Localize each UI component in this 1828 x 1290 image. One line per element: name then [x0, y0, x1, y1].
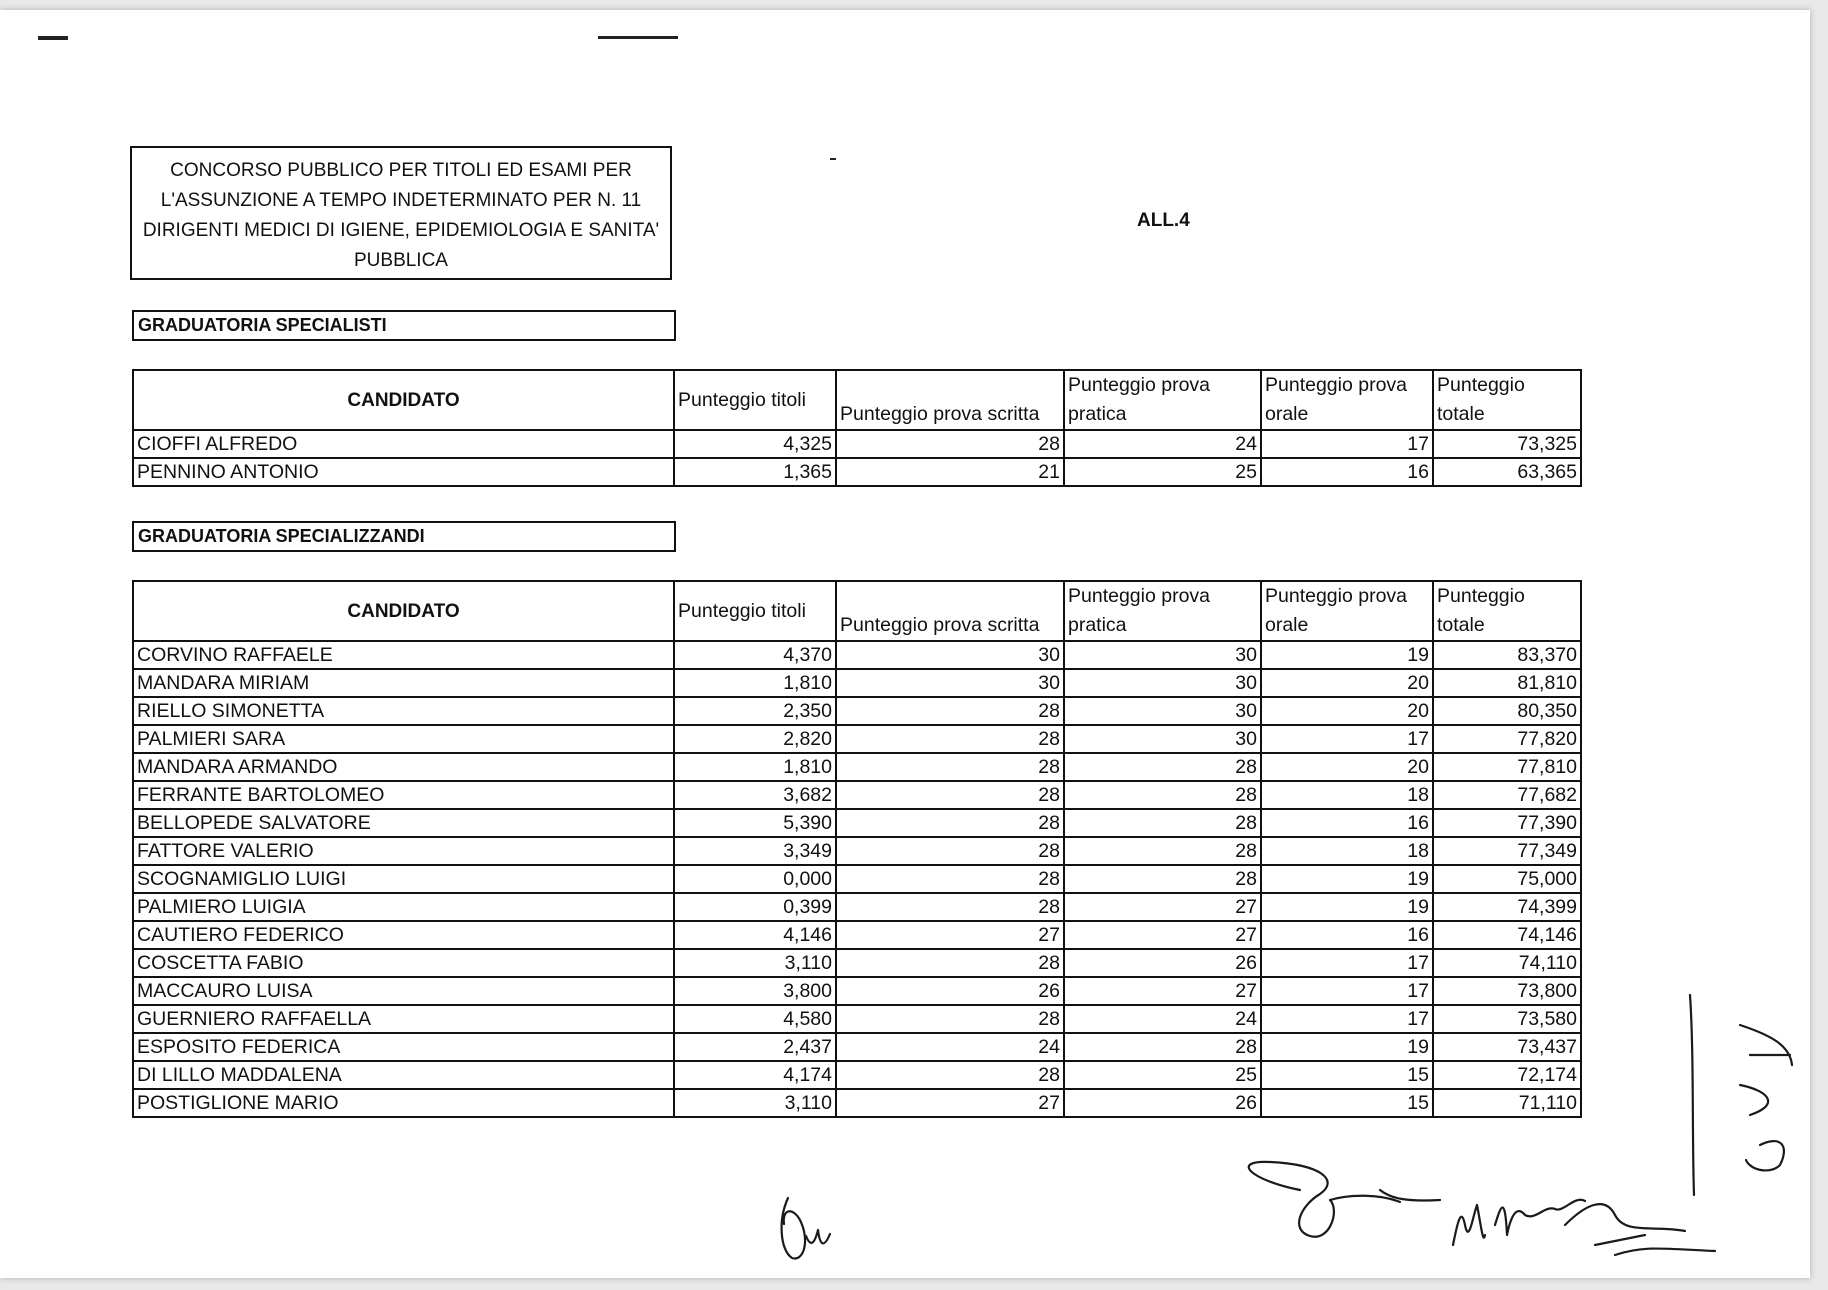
- cell-practical-score: 24: [1064, 430, 1261, 458]
- header-practical-score: Punteggio prova pratica: [1064, 370, 1261, 430]
- cell-titles-score: 4,580: [674, 1005, 836, 1033]
- cell-candidate: GUERNIERO RAFFAELLA: [133, 1005, 674, 1033]
- cell-total-score: 77,682: [1433, 781, 1581, 809]
- header-oral-score: Punteggio prova orale: [1261, 581, 1433, 641]
- title-line: L'ASSUNZIONE A TEMPO INDETERMINATO PER N. 11: [160, 190, 642, 211]
- cell-written-score: 28: [836, 1061, 1064, 1089]
- title-line: PUBBLICA: [354, 250, 448, 271]
- cell-written-score: 28: [836, 697, 1064, 725]
- cell-oral-score: 16: [1261, 458, 1433, 486]
- cell-practical-score: 26: [1064, 949, 1261, 977]
- header-oral-score: Punteggio prova orale: [1261, 370, 1433, 430]
- cell-practical-score: 30: [1064, 725, 1261, 753]
- cell-total-score: 75,000: [1433, 865, 1581, 893]
- table-row: [133, 725, 1581, 753]
- table-row: [133, 669, 1581, 697]
- cell-practical-score: 27: [1064, 893, 1261, 921]
- table-row: [133, 781, 1581, 809]
- cell-practical-score: 25: [1064, 458, 1261, 486]
- table-row: [133, 458, 1581, 486]
- cell-total-score: 83,370: [1433, 641, 1581, 669]
- cell-total-score: 73,325: [1433, 430, 1581, 458]
- cell-practical-score: 28: [1064, 809, 1261, 837]
- cell-practical-score: 25: [1064, 1061, 1261, 1089]
- cell-total-score: 74,399: [1433, 893, 1581, 921]
- section-label-specializzandi: GRADUATORIA SPECIALIZZANDI: [132, 521, 676, 552]
- header-candidate: CANDIDATO: [133, 370, 674, 430]
- cell-titles-score: 3,800: [674, 977, 836, 1005]
- cell-oral-score: 19: [1261, 641, 1433, 669]
- cell-practical-score: 30: [1064, 641, 1261, 669]
- cell-written-score: 28: [836, 781, 1064, 809]
- cell-oral-score: 17: [1261, 725, 1433, 753]
- cell-written-score: 28: [836, 1005, 1064, 1033]
- cell-titles-score: 1,810: [674, 753, 836, 781]
- cell-practical-score: 28: [1064, 865, 1261, 893]
- table-header-row: [133, 581, 1581, 641]
- table-row: [133, 837, 1581, 865]
- cell-total-score: 77,820: [1433, 725, 1581, 753]
- cell-total-score: 63,365: [1433, 458, 1581, 486]
- cell-total-score: 72,174: [1433, 1061, 1581, 1089]
- cell-candidate: RIELLO SIMONETTA: [133, 697, 674, 725]
- cell-total-score: 77,810: [1433, 753, 1581, 781]
- cell-written-score: 28: [836, 430, 1064, 458]
- cell-oral-score: 16: [1261, 809, 1433, 837]
- cell-written-score: 30: [836, 641, 1064, 669]
- table-row: [133, 1005, 1581, 1033]
- cell-titles-score: 4,370: [674, 641, 836, 669]
- cell-titles-score: 2,820: [674, 725, 836, 753]
- cell-candidate: CORVINO RAFFAELE: [133, 641, 674, 669]
- header-written-score: Punteggio prova scritta: [836, 370, 1064, 430]
- cell-written-score: 30: [836, 669, 1064, 697]
- cell-total-score: 74,146: [1433, 921, 1581, 949]
- cell-titles-score: 4,325: [674, 430, 836, 458]
- cell-written-score: 24: [836, 1033, 1064, 1061]
- header-written-score: Punteggio prova scritta: [836, 581, 1064, 641]
- cell-titles-score: 1,365: [674, 458, 836, 486]
- header-practical-score: Punteggio prova pratica: [1064, 581, 1261, 641]
- cell-candidate: BELLOPEDE SALVATORE: [133, 809, 674, 837]
- cell-total-score: 80,350: [1433, 697, 1581, 725]
- cell-titles-score: 2,437: [674, 1033, 836, 1061]
- cell-practical-score: 27: [1064, 921, 1261, 949]
- table-row: [133, 1033, 1581, 1061]
- cell-candidate: MACCAURO LUISA: [133, 977, 674, 1005]
- cell-total-score: 73,580: [1433, 1005, 1581, 1033]
- table-row: [133, 921, 1581, 949]
- cell-titles-score: 2,350: [674, 697, 836, 725]
- cell-titles-score: 5,390: [674, 809, 836, 837]
- cell-oral-score: 19: [1261, 893, 1433, 921]
- cell-candidate: CAUTIERO FEDERICO: [133, 921, 674, 949]
- cell-written-score: 28: [836, 893, 1064, 921]
- cell-oral-score: 18: [1261, 837, 1433, 865]
- cell-practical-score: 27: [1064, 977, 1261, 1005]
- cell-oral-score: 15: [1261, 1089, 1433, 1117]
- cell-written-score: 27: [836, 1089, 1064, 1117]
- cell-written-score: 28: [836, 949, 1064, 977]
- attachment-label: ALL.4: [1137, 210, 1190, 231]
- table-row: [133, 1089, 1581, 1117]
- cell-oral-score: 20: [1261, 753, 1433, 781]
- cell-written-score: 28: [836, 753, 1064, 781]
- cell-candidate: MANDARA ARMANDO: [133, 753, 674, 781]
- table-row: [133, 641, 1581, 669]
- cell-titles-score: 0,000: [674, 865, 836, 893]
- cell-total-score: 73,437: [1433, 1033, 1581, 1061]
- cell-candidate: ESPOSITO FEDERICA: [133, 1033, 674, 1061]
- cell-total-score: 74,110: [1433, 949, 1581, 977]
- cell-practical-score: 26: [1064, 1089, 1261, 1117]
- cell-written-score: 28: [836, 865, 1064, 893]
- scan-mark: [598, 36, 678, 39]
- cell-total-score: 77,349: [1433, 837, 1581, 865]
- cell-candidate: CIOFFI ALFREDO: [133, 430, 674, 458]
- cell-oral-score: 16: [1261, 921, 1433, 949]
- cell-candidate: PENNINO ANTONIO: [133, 458, 674, 486]
- cell-total-score: 73,800: [1433, 977, 1581, 1005]
- header-total-score: Punteggio totale: [1433, 581, 1581, 641]
- table-row: [133, 893, 1581, 921]
- cell-candidate: COSCETTA FABIO: [133, 949, 674, 977]
- cell-total-score: 81,810: [1433, 669, 1581, 697]
- cell-candidate: FATTORE VALERIO: [133, 837, 674, 865]
- table-specialisti: [132, 369, 1582, 487]
- header-total-score: Punteggio totale: [1433, 370, 1581, 430]
- cell-practical-score: 30: [1064, 669, 1261, 697]
- cell-candidate: FERRANTE BARTOLOMEO: [133, 781, 674, 809]
- cell-practical-score: 28: [1064, 837, 1261, 865]
- signature-1: [770, 1190, 850, 1270]
- table-header-row: [133, 370, 1581, 430]
- cell-oral-score: 17: [1261, 430, 1433, 458]
- cell-candidate: PALMIERI SARA: [133, 725, 674, 753]
- cell-written-score: 26: [836, 977, 1064, 1005]
- cell-titles-score: 4,146: [674, 921, 836, 949]
- header-titles-score: Punteggio titoli: [674, 370, 836, 430]
- table-row: [133, 1061, 1581, 1089]
- cell-oral-score: 17: [1261, 949, 1433, 977]
- cell-titles-score: 0,399: [674, 893, 836, 921]
- section-label-specialisti: GRADUATORIA SPECIALISTI: [132, 310, 676, 341]
- table-row: [133, 809, 1581, 837]
- cell-oral-score: 19: [1261, 865, 1433, 893]
- cell-practical-score: 30: [1064, 697, 1261, 725]
- cell-practical-score: 28: [1064, 781, 1261, 809]
- cell-written-score: 21: [836, 458, 1064, 486]
- table-row: [133, 430, 1581, 458]
- signature-2: [1230, 1150, 1450, 1260]
- cell-practical-score: 28: [1064, 753, 1261, 781]
- cell-practical-score: 24: [1064, 1005, 1261, 1033]
- table-row: [133, 977, 1581, 1005]
- table-row: [133, 865, 1581, 893]
- header-titles-score: Punteggio titoli: [674, 581, 836, 641]
- cell-titles-score: 3,682: [674, 781, 836, 809]
- cell-candidate: SCOGNAMIGLIO LUIGI: [133, 865, 674, 893]
- cell-written-score: 27: [836, 921, 1064, 949]
- table-specializzandi: [132, 580, 1582, 1118]
- document-page: [0, 10, 1810, 1278]
- table-row: [133, 697, 1581, 725]
- cell-oral-score: 18: [1261, 781, 1433, 809]
- cell-total-score: 77,390: [1433, 809, 1581, 837]
- title-line: DIRIGENTI MEDICI DI IGIENE, EPIDEMIOLOGIA E SANITA': [142, 220, 660, 241]
- title-box: [130, 146, 672, 280]
- cell-titles-score: 1,810: [674, 669, 836, 697]
- cell-candidate: MANDARA MIRIAM: [133, 669, 674, 697]
- title-line: CONCORSO PUBBLICO PER TITOLI ED ESAMI PER: [170, 160, 632, 181]
- cell-oral-score: 15: [1261, 1061, 1433, 1089]
- table-row: [133, 949, 1581, 977]
- cell-oral-score: 20: [1261, 697, 1433, 725]
- cell-titles-score: 3,349: [674, 837, 836, 865]
- scan-mark: [830, 158, 836, 160]
- cell-oral-score: 17: [1261, 1005, 1433, 1033]
- cell-candidate: POSTIGLIONE MARIO: [133, 1089, 674, 1117]
- cell-candidate: DI LILLO MADDALENA: [133, 1061, 674, 1089]
- cell-oral-score: 19: [1261, 1033, 1433, 1061]
- cell-oral-score: 20: [1261, 669, 1433, 697]
- table-row: [133, 753, 1581, 781]
- cell-written-score: 28: [836, 725, 1064, 753]
- cell-total-score: 71,110: [1433, 1089, 1581, 1117]
- cell-titles-score: 3,110: [674, 1089, 836, 1117]
- cell-titles-score: 3,110: [674, 949, 836, 977]
- cell-titles-score: 4,174: [674, 1061, 836, 1089]
- vertical-mark: [1680, 995, 1810, 1215]
- cell-candidate: PALMIERO LUIGIA: [133, 893, 674, 921]
- cell-written-score: 28: [836, 809, 1064, 837]
- header-candidate: CANDIDATO: [133, 581, 674, 641]
- cell-written-score: 28: [836, 837, 1064, 865]
- cell-practical-score: 28: [1064, 1033, 1261, 1061]
- cell-oral-score: 17: [1261, 977, 1433, 1005]
- scan-mark: [38, 36, 68, 40]
